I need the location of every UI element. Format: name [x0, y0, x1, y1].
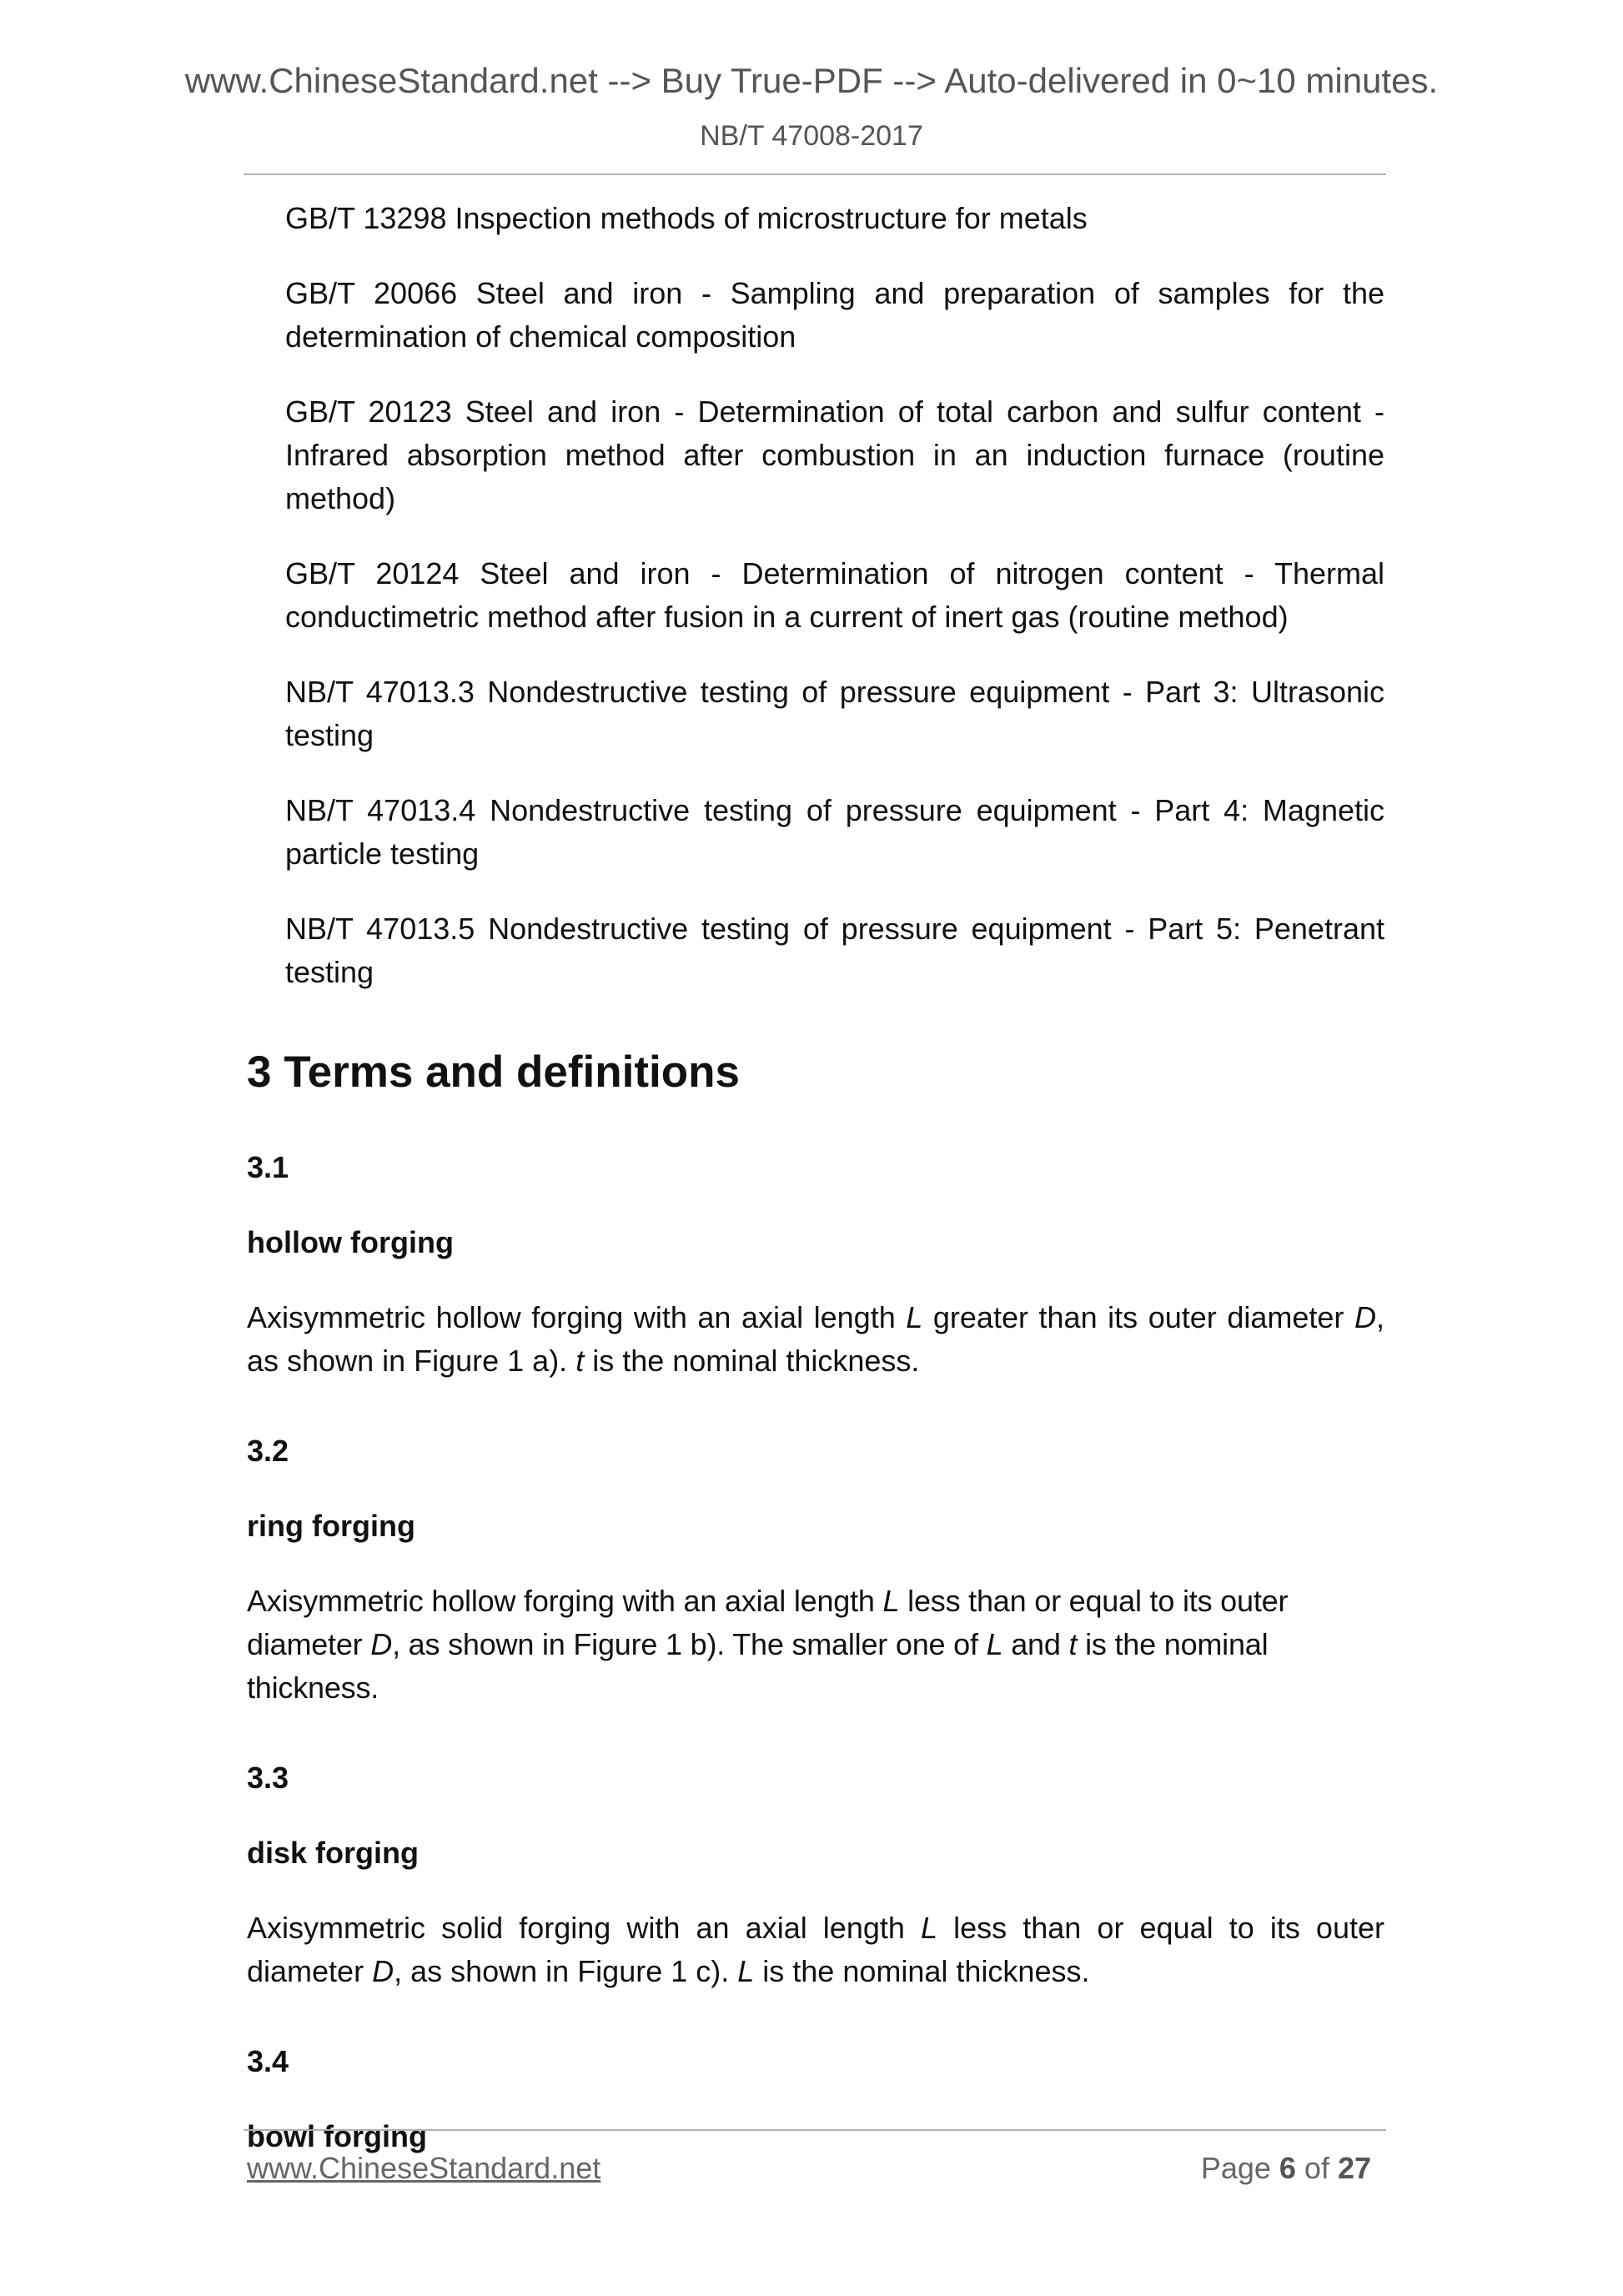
reference-item: GB/T 20124 Steel and iron - Determination of nitrogen content - Thermal conductimetric method after fusion in a current of inert gas (routine method) — [285, 556, 1384, 634]
term-definition: Axisymmetric solid forging with an axial length L less than or equal to its outer diameter D, as shown in Figure 1 c). L is the nominal thickness. — [247, 1911, 1384, 1988]
normative-references-list — [285, 197, 1384, 994]
term-name: disk forging — [247, 1836, 419, 1870]
page-indicator: Page 6 of 27 — [1200, 2151, 1371, 2185]
footer-website-link[interactable]: www.ChineseStandard.net — [247, 2151, 601, 2185]
header-banner[interactable]: www.ChineseStandard.net --> Buy True-PDF --> Auto-delivered in 0~10 minutes. — [184, 61, 1439, 100]
term-number: 3.4 — [247, 2044, 289, 2078]
term-name: bowl forging — [247, 2119, 427, 2153]
reference-item: NB/T 47013.3 Nondestructive testing of pressure equipment - Part 3: Ultrasonic testing — [285, 675, 1384, 752]
reference-item: NB/T 47013.4 Nondestructive testing of pressure equipment - Part 4: Magnetic particle testing — [285, 793, 1384, 871]
footer-divider — [244, 2129, 1386, 2131]
term-number: 3.3 — [247, 1761, 289, 1795]
header-divider — [244, 173, 1386, 175]
term-definition: Axisymmetric hollow forging with an axial length L greater than its outer diameter D, as shown in Figure 1 a). t is the nominal thickness. — [247, 1300, 1384, 1378]
standard-code: NB/T 47008-2017 — [700, 120, 923, 152]
term-name: hollow forging — [247, 1225, 454, 1259]
reference-item: GB/T 20123 Steel and iron - Determination of total carbon and sulfur content - Infrared absorption method after combustion in an induction furnace (routine method) — [285, 394, 1384, 515]
reference-item: GB/T 20066 Steel and iron - Sampling and preparation of samples for the determination of chemical composition — [285, 276, 1384, 354]
reference-item: GB/T 13298 Inspection methods of microstructure for metals — [285, 201, 1088, 235]
term-number: 3.1 — [247, 1150, 289, 1184]
term-name: ring forging — [247, 1509, 415, 1543]
current-page-number: 6 — [1279, 2151, 1296, 2185]
total-page-count: 27 — [1337, 2151, 1371, 2185]
term-definition: Axisymmetric hollow forging with an axial length L less than or equal to its outer diameter D, as shown in Figure 1 b). The smaller one of L and t is the nominal thickness. — [247, 1584, 1289, 1705]
page-content — [247, 197, 1384, 2158]
reference-item: NB/T 47013.5 Nondestructive testing of pressure equipment - Part 5: Penetrant testing — [285, 912, 1384, 989]
term-number: 3.2 — [247, 1434, 289, 1468]
section-heading: 3 Terms and definitions — [247, 1048, 740, 1097]
